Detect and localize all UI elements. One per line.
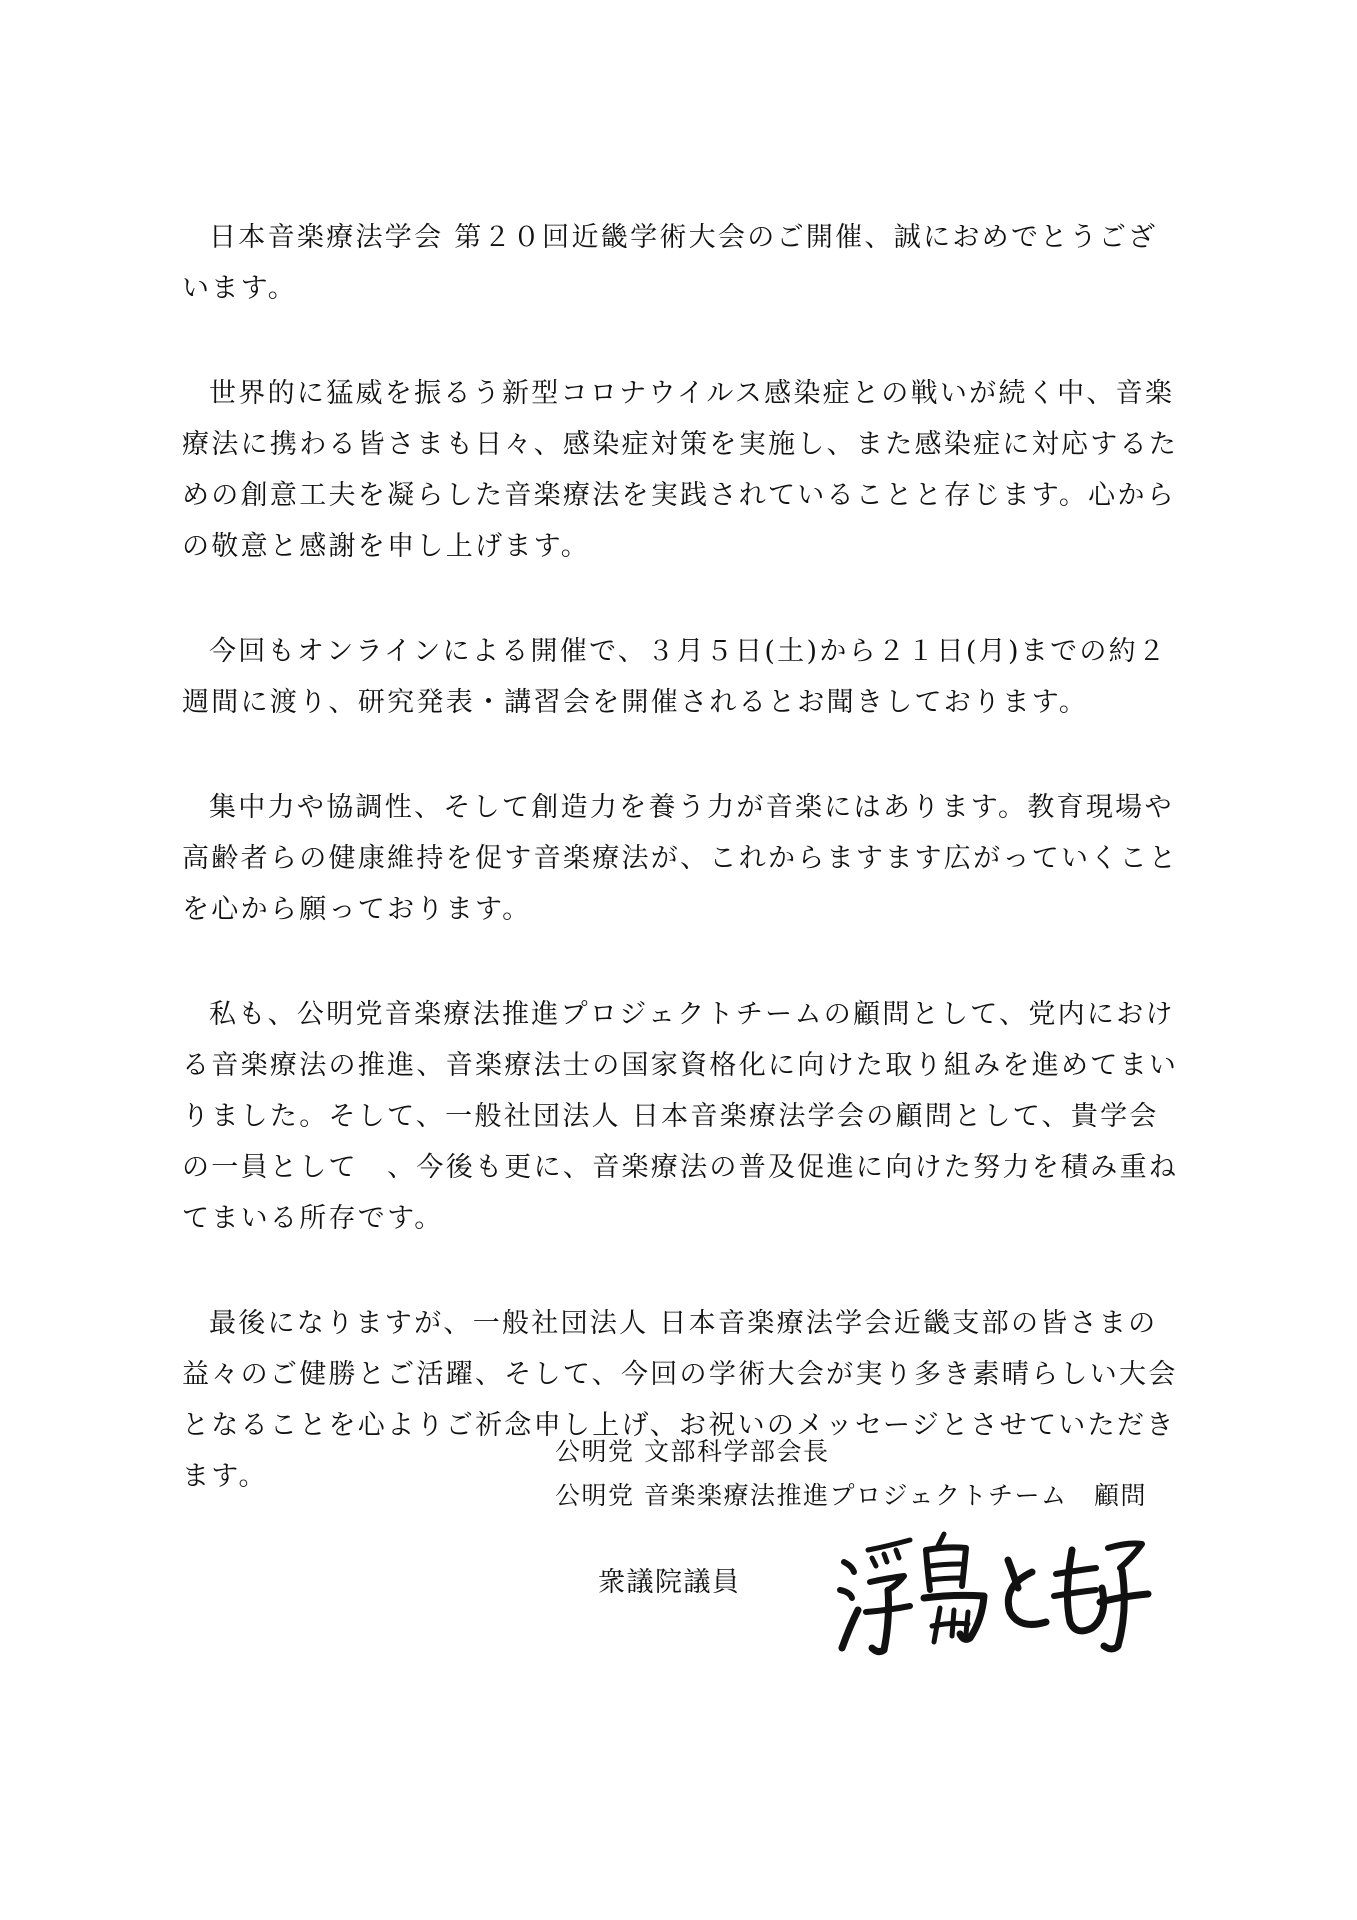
handwritten-signature <box>832 1520 1152 1670</box>
text-line: 世界的に猛威を振るう新型コロナウイルス感染症との戦いが続く中、音楽 <box>209 378 1175 409</box>
text-line: 集中力や協調性、そして創造力を養う力が音楽にはあります。教育現場や <box>209 792 1174 823</box>
text-line: 療法に携わる皆さまも日々、感染症対策を実施し、また感染症に対応するた <box>182 429 1179 460</box>
text-line: てまいる所存です。 <box>182 1203 444 1234</box>
sender-title-2: 公明党 音楽楽療法推進プロジェクトチーム 顧問 <box>555 1481 1147 1510</box>
text-line: りました。そして、一般社団法人 日本音楽療法学会の顧問として、貴学会 <box>182 1101 1159 1132</box>
text-line: を心から願っております。 <box>182 894 532 925</box>
text-line: 最後になりますが、一般社団法人 日本音楽療法学会近畿支部の皆さまの <box>209 1308 1158 1339</box>
text-line: となることを心よりご祈念申し上げ、お祝いのメッセージとさせていただき <box>182 1410 1176 1441</box>
paragraph-greeting <box>182 212 1182 314</box>
text-line: ます。 <box>182 1461 268 1492</box>
sender-titles <box>555 1430 1147 1518</box>
paragraph-online <box>182 626 1182 728</box>
text-line: 週間に渡り、研究発表・講習会を開催されるとお聞きしております。 <box>182 687 1089 718</box>
text-line: めの創意工夫を凝らした音楽療法を実践されていることと存じます。心から <box>182 480 1177 511</box>
text-line: の敬意と感謝を申し上げます。 <box>182 531 591 562</box>
sender-title-1: 公明党 文部科学部会長 <box>555 1437 830 1466</box>
text-line: 今回もオンラインによる開催で、３月５日(土)から２１日(月)までの約２ <box>209 636 1168 667</box>
paragraph-covid <box>182 368 1182 572</box>
text-line: います。 <box>182 273 298 304</box>
paragraph-music-power <box>182 782 1182 935</box>
letter-body <box>182 212 1182 1556</box>
text-line: 日本音楽療法学会 第２０回近畿学術大会のご開催、誠におめでとうござ <box>209 222 1158 253</box>
text-line: の一員として 、今後も更に、音楽療法の普及促進に向けた努力を積み重ね <box>182 1152 1179 1183</box>
signature-brush-strokes <box>832 1520 1152 1670</box>
sender-rank: 衆議院議員 <box>598 1567 741 1598</box>
text-line: 高齢者らの健康維持を促す音楽療法が、これからますます広がっていくこと <box>182 843 1179 874</box>
text-line: 益々のご健勝とご活躍、そして、今回の学術大会が実り多き素晴らしい大会 <box>182 1359 1178 1390</box>
text-line: る音楽療法の推進、音楽療法士の国家資格化に向けた取り組みを進めてまい <box>182 1050 1179 1081</box>
paragraph-advisor <box>182 989 1182 1244</box>
text-line: 私も、公明党音楽療法推進プロジェクトチームの顧問として、党内におけ <box>209 999 1175 1030</box>
